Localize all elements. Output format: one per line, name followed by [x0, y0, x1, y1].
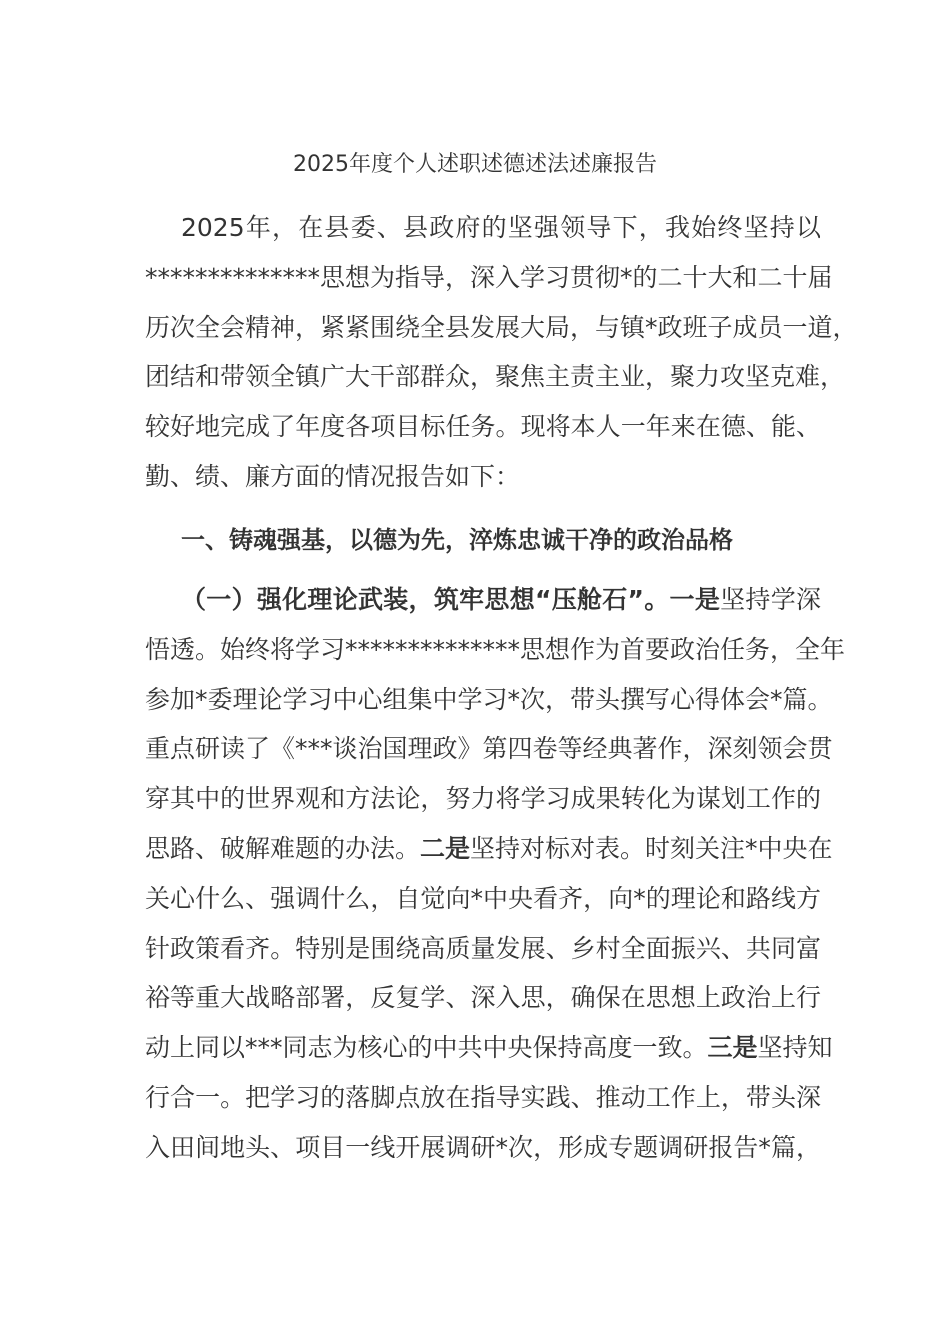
- text-run: 动上同以***同志为核心的中共中央保持高度一致。: [145, 1033, 708, 1063]
- text-line: [145, 633, 846, 667]
- text-run: **************思想为指导，深入学习贯彻*的二十大和二十届: [145, 262, 833, 292]
- text-line: [145, 732, 833, 766]
- text-line: [145, 1081, 821, 1115]
- text-run: 针政策看齐。特别是围绕高质量发展、乡村全面振兴、共同富: [145, 933, 821, 963]
- text-line: [145, 311, 858, 345]
- text-run: 行合一。把学习的落脚点放在指导实践、推动工作上，带头深: [145, 1083, 821, 1112]
- text-run: 坚持学深: [720, 585, 821, 614]
- text-line: [145, 360, 846, 394]
- text-run: 穿其中的世界观和方法论，努力将学习成果转化为谋划工作的: [145, 784, 821, 814]
- text-run: 重点研读了《***谈治国理政》第四卷等经典著作，深刻领会贯: [145, 734, 833, 764]
- text-line: [181, 583, 821, 617]
- text-run: 入田间地头、项目一线开展调研*次，形成专题调研报告*篇，: [145, 1132, 821, 1162]
- text-run: 较好地完成了年度各项目标任务。现将本人一年来在德、能、: [145, 412, 821, 442]
- text-run: 勤、绩、廉方面的情况报告如下：: [145, 462, 521, 491]
- text-run: 关心什么、强调什么，自觉向*中央看齐，向*的理论和路线方: [145, 883, 821, 913]
- text-line: [145, 460, 821, 494]
- text-line: [145, 410, 821, 444]
- section-heading: 一、铸魂强基，以德为先，淬炼忠诚干净的政治品格: [181, 526, 733, 554]
- text-line: [181, 211, 821, 245]
- text-line: [145, 1031, 833, 1065]
- text-line: [145, 981, 821, 1015]
- text-line: [145, 832, 833, 866]
- text-run: 思路、破解难题的办法。: [145, 834, 421, 863]
- text-line: [145, 683, 833, 717]
- text-line: [145, 1131, 821, 1165]
- bold-text: 二是: [420, 834, 471, 863]
- document-title: 2025年度个人述职述德述法述廉报告: [293, 152, 657, 177]
- text-run: 悟透。始终将学习**************思想作为首要政治任务，全年: [145, 634, 846, 664]
- text-line: [145, 782, 821, 816]
- text-run: 坚持知: [757, 1033, 833, 1063]
- text-line: [145, 882, 821, 916]
- text-run: 2025年，在县委、县政府的坚强领导下，我始终坚持以: [181, 213, 821, 242]
- text-run: 历次全会精神，紧紧围绕全县发展大局，与镇*政班子成员一道，: [145, 312, 858, 342]
- bold-text: 三是: [707, 1033, 758, 1063]
- text-run: 裕等重大战略部署，反复学、深入思，确保在思想上政治上行: [145, 983, 821, 1013]
- text-run: 团结和带领全镇广大干部群众，聚焦主责主业，聚力攻坚克难，: [145, 362, 846, 392]
- text-run: 坚持对标对表。时刻关注*中央在: [470, 834, 833, 863]
- text-run: 参加*委理论学习中心组集中学习*次，带头撰写心得体会*篇。: [145, 684, 833, 714]
- bold-text: （一）强化理论武装，筑牢思想“压舱石”。一是: [181, 585, 721, 614]
- text-line: [145, 932, 821, 966]
- text-line: [145, 261, 833, 295]
